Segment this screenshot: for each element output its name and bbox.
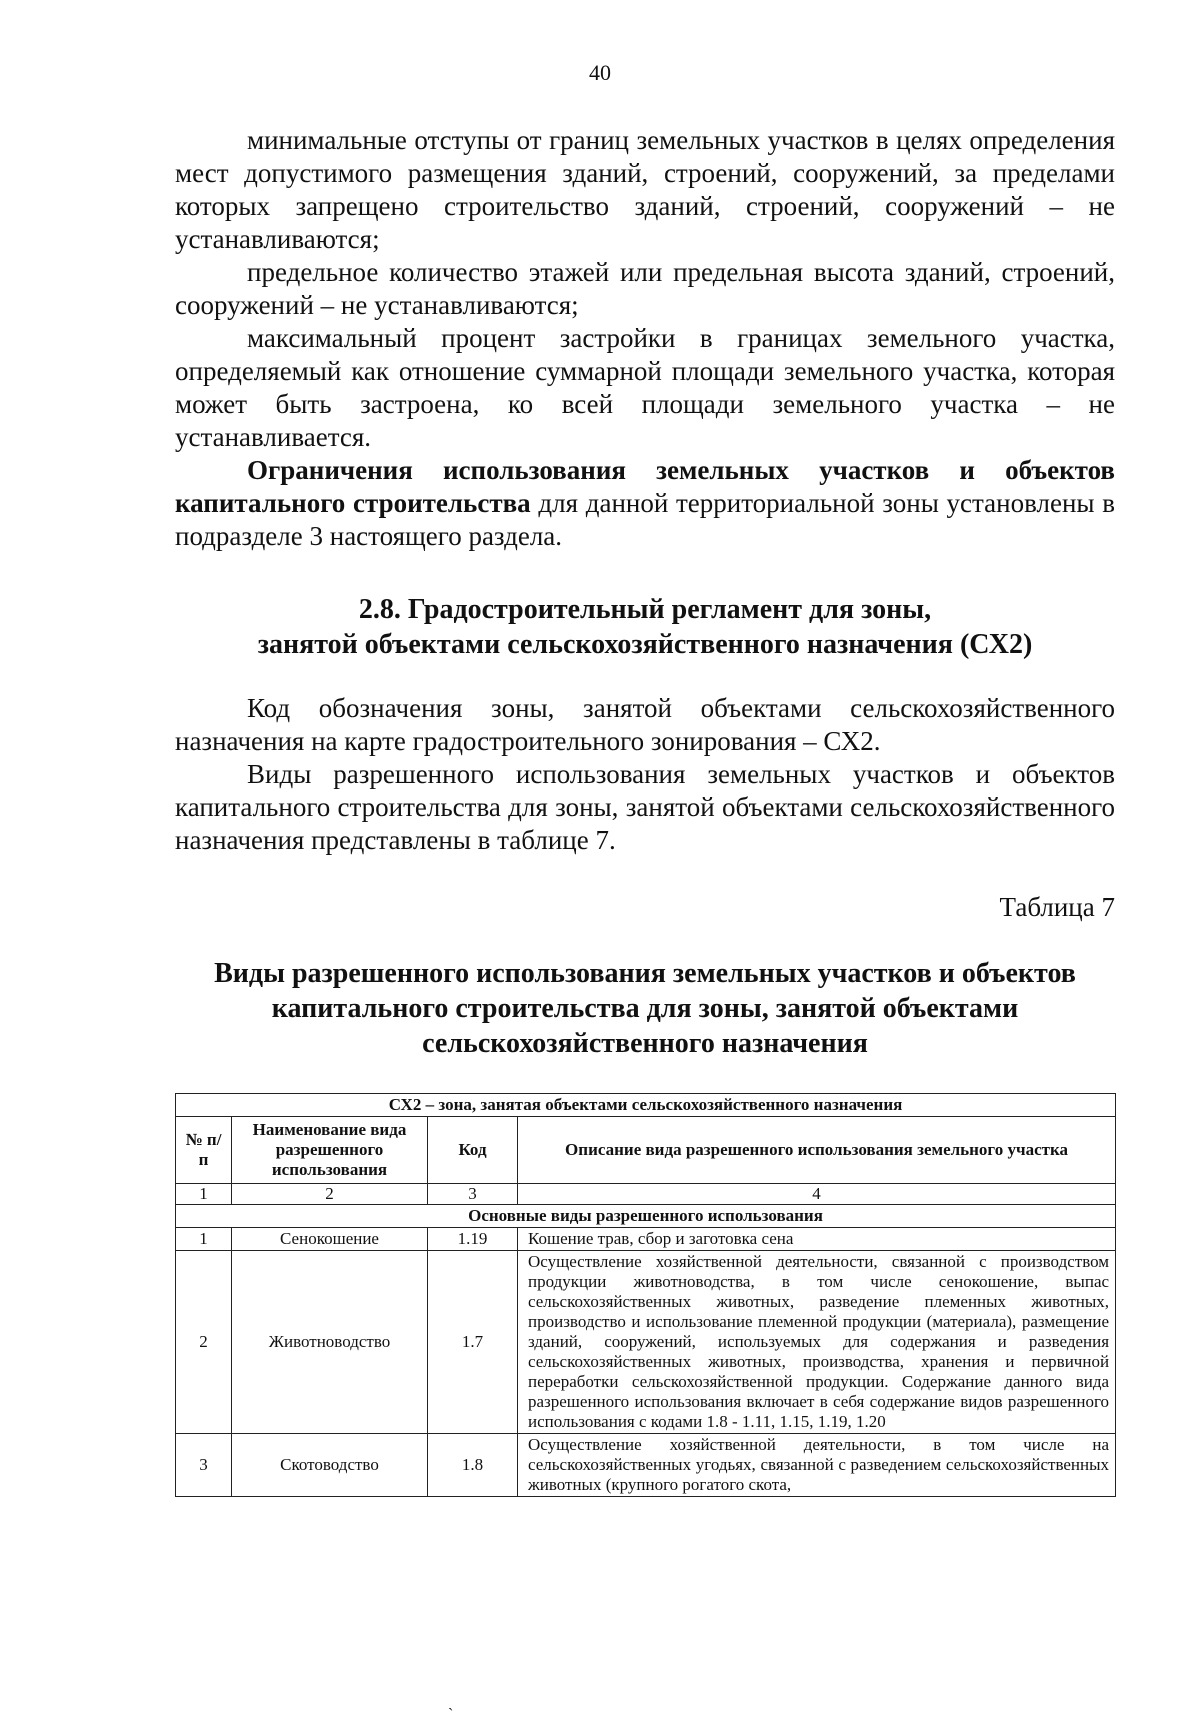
col-header-num: № п/п bbox=[176, 1117, 232, 1184]
restrictions-bold-text: Ограничения использования земельных участков и объектов капитального строительства bbox=[175, 455, 1115, 518]
row-name: Сенокошение bbox=[232, 1228, 428, 1251]
column-number-row bbox=[176, 1184, 1116, 1205]
row-name: Скотоводство bbox=[232, 1434, 428, 1497]
table-label: Таблица 7 bbox=[999, 892, 1115, 922]
row-num: 2 bbox=[176, 1251, 232, 1434]
table-title-line-2: капитального строительства для зоны, занятой объектами bbox=[271, 993, 1019, 1024]
zone-header: СХ2 – зона, занятая объектами сельскохозяйственного назначения bbox=[176, 1094, 1116, 1117]
restrictions-text: для данной территориальной зоны установлены в подразделе 3 настоящего раздела. bbox=[175, 488, 1115, 551]
row-desc: Осуществление хозяйственной деятельности, в том числе на сельскохозяйственных угодьях, связанной с разведением сельскохозяйственных животных (крупного рогатого скота, bbox=[518, 1434, 1116, 1497]
section-title-line-2: занятой объектами сельскохозяйственного назначения (СХ2) bbox=[257, 629, 1033, 660]
col-number: 3 bbox=[428, 1184, 518, 1205]
paragraph-zone-code: Код обозначения зоны, занятой объектами сельскохозяйственного назначения на карте градостроительного зонирования – СХ2. bbox=[175, 693, 1115, 756]
table-title-line-1: Виды разрешенного использования земельных участков и объектов bbox=[214, 958, 1076, 989]
section-title-line-1: 2.8. Градостроительный регламент для зоны, bbox=[358, 594, 932, 625]
table-title bbox=[175, 956, 1115, 1061]
section-text bbox=[175, 692, 1115, 857]
paragraph-coverage: максимальный процент застройки в границах земельного участка, определяемый как отношение суммарной площади земельного участка, которая может быть застроена, ко всей площади земельного участка – не устанавливается. bbox=[175, 323, 1115, 452]
col-header-desc: Описание вида разрешенного использования земельного участка bbox=[518, 1117, 1116, 1184]
col-number: 4 bbox=[518, 1184, 1116, 1205]
row-num: 3 bbox=[176, 1434, 232, 1497]
paragraph-floors: предельное количество этажей или предельная высота зданий, строений, сооружений – не устанавливаются; bbox=[175, 257, 1115, 320]
row-code: 1.7 bbox=[428, 1251, 518, 1434]
row-code: 1.8 bbox=[428, 1434, 518, 1497]
table-row bbox=[176, 1434, 1116, 1497]
col-header-code: Код bbox=[428, 1117, 518, 1184]
paragraph-usage-types: Виды разрешенного использования земельных участков и объектов капитального строительства для зоны, занятой объектами сельскохозяйственного назначения представлены в таблице 7. bbox=[175, 759, 1115, 855]
col-number: 2 bbox=[232, 1184, 428, 1205]
zone-header-row bbox=[176, 1094, 1116, 1117]
section-heading bbox=[175, 592, 1115, 662]
group-header: Основные виды разрешенного использования bbox=[176, 1205, 1116, 1228]
col-number: 1 bbox=[176, 1184, 232, 1205]
group-header-row bbox=[176, 1205, 1116, 1228]
row-code: 1.19 bbox=[428, 1228, 518, 1251]
row-desc: Кошение трав, сбор и заготовка сена bbox=[518, 1228, 1116, 1251]
intro-text bbox=[175, 124, 1115, 553]
usage-table bbox=[175, 1093, 1116, 1497]
paragraph-restrictions bbox=[175, 454, 1115, 553]
paragraph-setbacks: минимальные отступы от границ земельных участков в целях определения мест допустимого размещения зданий, строений, сооружений, за пределами которых запрещено строительство зданий, строений, сооружений – не устанавливаются; bbox=[175, 125, 1115, 254]
page-number: 40 bbox=[589, 60, 611, 85]
table-row bbox=[176, 1251, 1116, 1434]
row-name: Животноводство bbox=[232, 1251, 428, 1434]
scan-speck-mark: ˎ bbox=[448, 1694, 454, 1711]
row-num: 1 bbox=[176, 1228, 232, 1251]
col-header-name: Наименование вида разрешенного использования bbox=[232, 1117, 428, 1184]
row-desc: Осуществление хозяйственной деятельности, связанной с производством продукции животноводства, в том числе сенокошение, выпас сельскохозяйственных животных, разведение племенных животных, производство и использование племенной продукции (материала), размещение зданий, сооружений, используемых для содержания и разведения сельскохозяйственных животных, производства, хранения и первичной переработки сельскохозяйственной продукции. Содержание данного вида разрешенного использования включает в себя содержание видов разрешенного использования с кодами 1.8 - 1.11, 1.15, 1.19, 1.20 bbox=[518, 1251, 1116, 1434]
column-header-row bbox=[176, 1117, 1116, 1184]
table-row bbox=[176, 1228, 1116, 1251]
table-title-line-3: сельскохозяйственного назначения bbox=[422, 1028, 868, 1059]
